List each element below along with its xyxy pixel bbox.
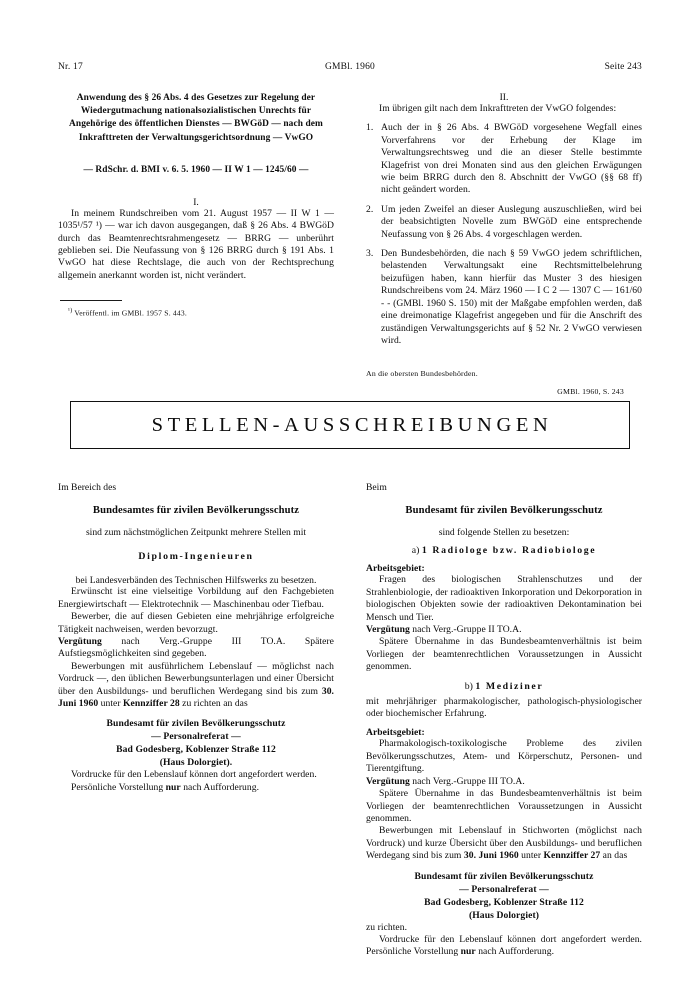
- forms-note-a: Vordrucke für den Lebenslauf können dort angefordert werden. Persönliche Vorstellung: [366, 933, 642, 958]
- pay-text: nach Verg.-Gruppe II TO.A.: [409, 624, 522, 636]
- job-right-authority: Bundesamt für zivilen Bevölkerungsschutz: [405, 505, 603, 517]
- job-ad-right: [366, 482, 642, 959]
- job-right-forms-note: [366, 934, 642, 959]
- job-right-pay-a: [366, 624, 642, 636]
- article-columns: [58, 92, 642, 396]
- application-text-c: an das: [600, 850, 628, 862]
- application-deadline: 30. Juni 1960: [58, 685, 334, 710]
- banner-title: STELLEN-AUSSCHREIBUNGEN: [151, 413, 553, 436]
- job-right-pay-b: [366, 776, 642, 788]
- job-right-field-b-text: Pharmakologisch-toxikologische Probleme des zivilen Bevölkerungsschutzes, Atem- und Körperschutz, Personen- und Tierentgiftung.: [366, 738, 642, 775]
- running-head: [58, 62, 642, 72]
- article-column-right: [366, 92, 642, 396]
- list-item: Auch der in § 26 Abs. 4 BWGöD vorgesehene Wegfall eines Vorverfahrens vor der Erhebung der Klage im Verwaltungsrechtsweg und die an dieser Stelle bestimmte Klagefrist von drei Monaten sind aus den gleichen Erwägungen wie beim BRRG durch den 8. Abschnitt der VwGO (§§ 68 ff) nicht geändert worden.: [381, 122, 642, 196]
- job-right-item-b: [366, 681, 642, 692]
- job-left-interview-note: [58, 782, 334, 794]
- job-right-lead: Beim: [366, 482, 387, 493]
- application-deadline: 30. Juni 1960: [463, 850, 519, 862]
- job-left-intro: sind zum nächstmöglichen Zeitpunkt mehrere Stellen mit: [85, 527, 307, 539]
- job-listing-columns: [58, 482, 642, 959]
- addressee-line: An die obersten Bundesbehörden.: [366, 369, 478, 379]
- address-line: Bundesamt für zivilen Bevölkerungsschutz: [106, 718, 286, 730]
- application-text-b: unter: [98, 698, 124, 710]
- footnote-rule: [60, 300, 122, 301]
- article-column-left: [58, 92, 334, 396]
- address-line: — Personalreferat —: [459, 883, 549, 895]
- job-left-forms-note: Vordrucke für den Lebenslauf können dort angefordert werden.: [71, 769, 317, 781]
- application-text-b: unter: [518, 850, 544, 862]
- article-reference: — RdSchr. d. BMI v. 6. 5. 1960 — II W 1 — 1245/60 —: [83, 164, 309, 175]
- section-one-text: In meinem Rundschreiben vom 21. August 1957 — II W 1 — 1035¹/57 ¹) — war ich davon ausgegangen, daß § 26 Abs. 4 BWGöD durch das Beamtenrechtsrahmengesetz — BRRG — unberührt geblieben sei. Die Neufassung von § 126 BRRG durch § 191 Abs. 1 VwGO hat diese Rechtslage, die auch von der Rechtsprechung allgemein anerkannt worden ist, nicht verändert.: [58, 207, 334, 281]
- job-left-lead: Im Bereich des: [58, 482, 117, 493]
- interview-text-b: nach Aufforderung.: [180, 781, 260, 793]
- section-two-list: [366, 122, 642, 347]
- address-line: Bundesamt für zivilen Bevölkerungsschutz: [414, 870, 594, 882]
- address-line: (Haus Dolorgiet): [468, 909, 540, 921]
- job-right-application: [366, 825, 642, 862]
- job-right-field-a-text: Fragen des biologischen Strahlenschutzes und der Strahlenbiologie, der radioaktiven Inkorporation und Dekorporation in biologischen Objekten sowie der radioaktiven Dekontamination bei Mensch und Tier.: [366, 574, 642, 623]
- job-left-closing: bei Landesverbänden des Technischen Hilfswerks zu besetzen.: [75, 575, 317, 587]
- pay-text: nach Verg.-Gruppe III TO.A.: [409, 775, 525, 787]
- job-right-field-label-a: Arbeitsgebiet:: [366, 563, 425, 575]
- forms-note-b: nach Aufforderung.: [475, 946, 555, 958]
- job-right-address: [366, 870, 642, 922]
- job-left-qualification: Erwünscht ist eine vielseitige Vorbildung auf den Fachgebieten Energiewirtschaft — Elektrotechnik — Maschinenbau oder Tiefbau.: [58, 586, 334, 610]
- list-item: Um jeden Zweifel an dieser Auslegung auszuschließen, wird bei der beabsichtigten Novelle zum BWGöD eine entsprechende Neufassung von § 26 Abs. 4 vorgeschlagen werden.: [381, 203, 642, 240]
- interview-text-a: Persönliche Vorstellung: [71, 781, 166, 793]
- section-banner: [70, 401, 630, 449]
- issue-number: Nr. 17: [58, 62, 83, 72]
- footnote: [58, 306, 334, 319]
- job-right-field-label-b: Arbeitsgebiet:: [366, 727, 425, 739]
- job-left-position: Diplom-Ingenieuren: [138, 551, 254, 563]
- address-line: (Haus Dolorgiet).: [159, 757, 233, 769]
- item-b-title: 1 Mediziner: [475, 680, 544, 692]
- job-left-pay: [58, 636, 334, 661]
- article-title: Anwendung des § 26 Abs. 4 des Gesetzes zur Regelung der Wiedergutmachung nationalsozialistischen Unrechts für Angehörige des öffentlichen Dienstes — BWGöD — nach dem Inkrafttreten der Verwaltungsgerichtsordnung — VwGO: [69, 93, 323, 143]
- job-ad-left: [58, 482, 334, 959]
- address-line: Bad Godesberg, Koblenzer Straße 112: [424, 896, 584, 908]
- address-line: — Personalreferat —: [151, 731, 241, 743]
- item-a-title: 1 Radiologe bzw. Radiobiologe: [421, 545, 597, 557]
- job-right-send-to: zu richten.: [366, 921, 408, 933]
- job-right-item-b-sub: mit mehrjähriger pharmakologischer, pathologisch-physiologischer oder biochemischer Erfahrung.: [366, 695, 642, 720]
- job-right-intro: sind folgende Stellen zu besetzen:: [438, 527, 570, 539]
- item-a-prefix: a): [411, 545, 422, 557]
- item-b-prefix: b): [464, 680, 476, 692]
- application-code: Kennziffer 27: [543, 850, 601, 862]
- job-left-experience: Bewerber, die auf diesen Gebieten eine mehrjährige erfolgreiche Tätigkeit nachweisen, werden bevorzugt.: [58, 611, 334, 635]
- application-text-c: zu richten an das: [179, 698, 248, 710]
- footnote-marker: ¹): [68, 307, 73, 315]
- pay-label: Vergütung: [58, 636, 102, 648]
- application-code: Kennziffer 28: [123, 698, 180, 710]
- job-left-application: [58, 661, 334, 711]
- section-label-two: II.: [499, 92, 509, 103]
- footnote-text: Veröffentl. im GMBl. 1957 S. 443.: [74, 308, 187, 318]
- job-left-address: [58, 717, 334, 769]
- list-item: Den Bundesbehörden, die nach § 59 VwGO jedem schriftlichen, belastenden Verwaltungsakt eine Rechtsmittelbelehrung beizufügen haben, kann hierfür das Muster 3 des hiesigen Rundschreibens vom 24. März 1960 — I C 2 — 1307 C — 161/60 - - (GMBl. 1960 S. 150) mit der Maßgabe empfohlen werden, daß eine dreimonatige Klagefrist angegeben und für die Anschrift des zuständigen Verwaltungsgerichts auf § 52 Nr. 2 VwGO verwiesen wird.: [381, 248, 642, 346]
- job-left-authority: Bundesamtes für zivilen Bevölkerungsschutz: [92, 505, 300, 517]
- section-label-one: I.: [193, 196, 199, 208]
- job-right-item-a: [366, 545, 642, 556]
- pay-label: Vergütung: [366, 624, 410, 636]
- section-two-intro: Im übrigen gilt nach dem Inkrafttreten der VwGO folgendes:: [379, 103, 617, 114]
- application-text-a: Bewerbungen mit ausführlichem Lebenslauf — möglichst nach Vordruck —, den üblichen Bewerbungsunterlagen und einer Übersicht über den Ausbildungs- und beruflichen Werdegang sind bis zum: [58, 660, 334, 697]
- source-line: GMBl. 1960, S. 243: [557, 387, 624, 397]
- pay-text: nach Verg.-Gruppe III TO.A. Spätere Aufstiegsmöglichkeiten sind gegeben.: [58, 636, 334, 660]
- address-line: Bad Godesberg, Koblenzer Straße 112: [116, 744, 276, 756]
- forms-note-emphasis: nur: [460, 946, 476, 958]
- application-text-a: Bewerbungen mit Lebenslauf in Stichworten (möglichst nach Vordruck) und kurze Übersicht über den Ausbildungs- und beruflichen Werdegang sind bis zum: [366, 825, 642, 862]
- page-number: Seite 243: [604, 62, 642, 72]
- job-right-civil-service-b: Spätere Übernahme in das Bundesbeamtenverhältnis ist beim Vorliegen der beamtenrechtlichen Voraussetzungen in Aussicht genommen.: [366, 788, 642, 824]
- interview-emphasis: nur: [165, 781, 181, 793]
- publication-title: GMBl. 1960: [324, 62, 376, 72]
- job-right-civil-service-a: Spätere Übernahme in das Bundesbeamtenverhältnis ist beim Vorliegen der beamtenrechtlichen Voraussetzungen in Aussicht genommen.: [366, 636, 642, 673]
- pay-label: Vergütung: [366, 775, 410, 787]
